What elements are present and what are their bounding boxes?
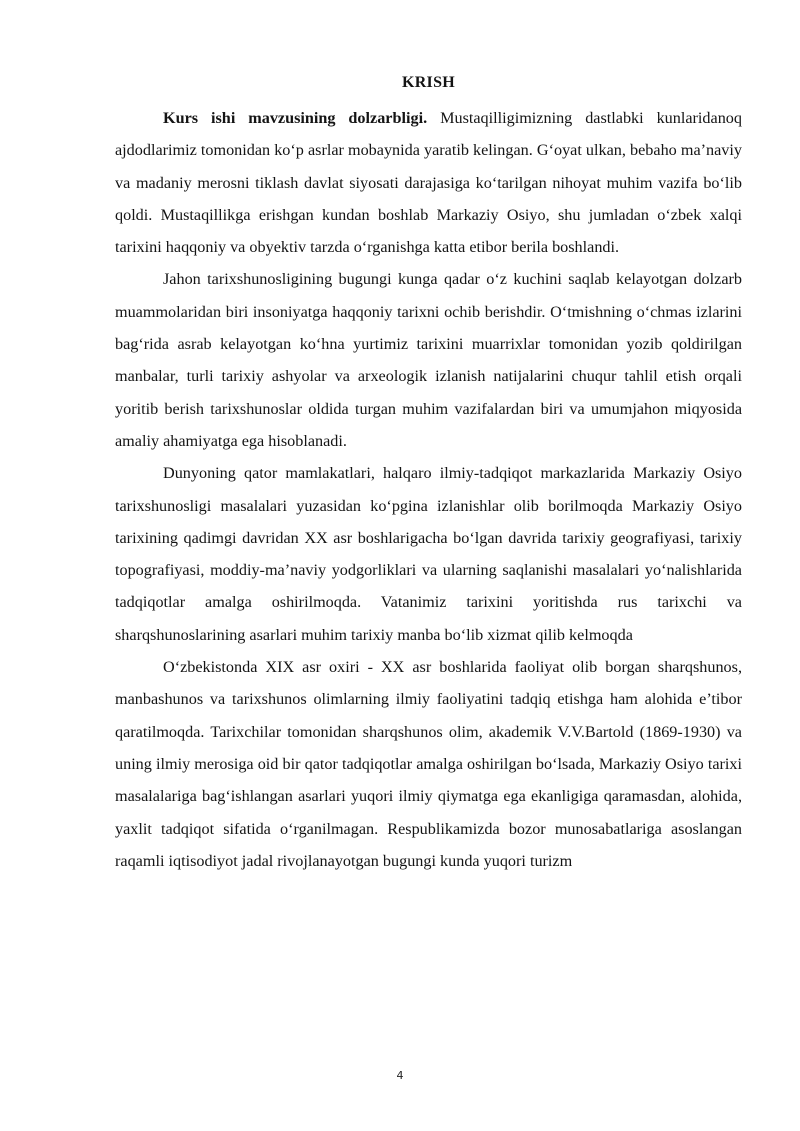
paragraph-1: [115, 102, 742, 263]
paragraph-text: Dunyoning qator mamlakatlari, halqaro ilmiy-tadqiqot markazlarida Markaziy Osiyo tarixshunosligi masalalari yuzasidan ko‘pgina izlanishlar olib borilmoqda Markaziy Osiyo tarixining qadimgi davridan XX asr boshlarigacha bo‘lgan davrida tarixiy geografiyasi, tarixiy topografiyasi, moddiy-ma’naviy yodgorliklari va ularning saqlanishi masalalari yo‘nalishlarida tadqiqotlar amalga oshirilmoqda. Vatanimiz tarixini yoritishda rus tarixchi va sharqshunoslarining asarlari muhim tarixiy manba bo‘lib xizmat qilib kelmoqda: [115, 464, 742, 644]
paragraph-text: Mustaqilligimizning dastlabki kunlaridanoq ajdodlarimiz tomonidan ko‘p asrlar mobaynida yaratib kelingan. G‘oyat ulkan, bebaho ma’naviy va madaniy merosni tiklash davlat siyosati darajasiga ko‘tarilgan nihoyat muhim vazifa bo‘lib qoldi. Mustaqillikga erishgan kundan boshlab Markaziy Osiyo, shu jumladan o‘zbek xalqi tarixini haqqoniy va obyektiv tarzda o‘rganishga katta etibor berila boshlandi.: [115, 109, 742, 257]
paragraph-text: O‘zbekistonda XIX asr oxiri - XX asr boshlarida faoliyat olib borgan sharqshunos, manbashunos va tarixshunos olimlarning ilmiy faoliyatini tadqiq etishga ham alohida e’tibor qaratilmoqda. Tarixchilar tomonidan sharqshunos olim, akademik V.V.Bartold (1869-1930) va uning ilmiy merosiga oid bir qator tadqiqotlar amalga oshirilgan bo‘lsada, Markaziy Osiyo tarixi masalalariga bag‘ishlangan asarlari yuqori ilmiy qiymatga ega ekanligiga qaramasdan, alohida, yaxlit tadqiqot sifatida o‘rganilmagan. Respublikamizda bozor munosabatlariga asoslangan raqamli iqtisodiyot jadal rivojlanayotgan bugungi kunda yuqori turizm: [115, 658, 742, 870]
paragraph-text: Jahon tarixshunosligining bugungi kunga qadar o‘z kuchini saqlab kelayotgan dolzarb muammolaridan biri insoniyatga haqqoniy tarixni ochib berishdir. O‘tmishning o‘chmas izlarini bag‘rida asrab kelayotgan ko‘hna yurtimiz tarixini muarrixlar tomonidan yozib qoldirilgan manbalar, turli tarixiy ashyolar va arxeologik izlanish natijalarini chuqur tahlil etish orqali yoritib berish tarixshunoslar oldida turgan muhim vazifalardan biri va umumjahon miqyosida amaliy ahamiyatga ega hisoblanadi.: [115, 270, 742, 450]
page-body: [115, 73, 742, 877]
section-heading: KRISH: [401, 74, 456, 91]
paragraph-3: [115, 457, 742, 651]
page-number: 4: [396, 1069, 404, 1082]
paragraph-4: [115, 651, 742, 877]
paragraph-lead: Kurs ishi mavzusining dolzarbligi.: [163, 109, 428, 127]
paragraph-2: [115, 263, 742, 457]
